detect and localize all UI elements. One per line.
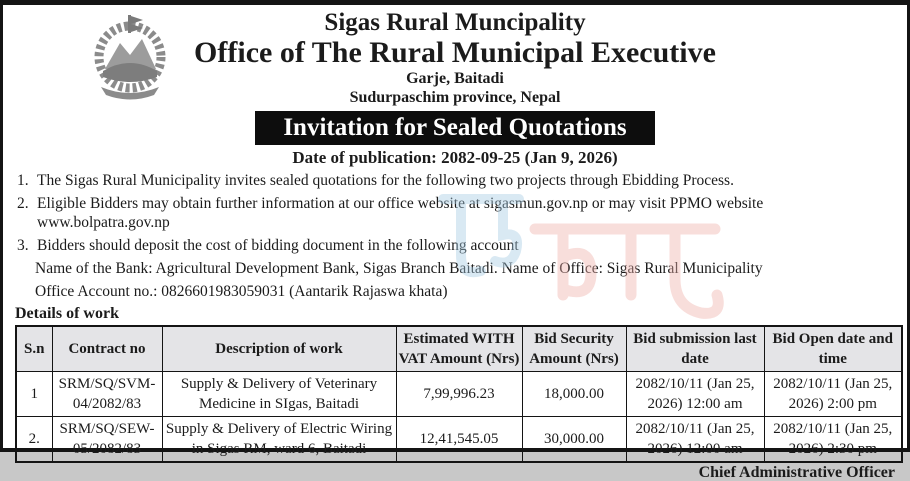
bank-detail-line: Name of the Bank: Agricultural Development Bank, Sigas Branch Baitadi. Name of Office: Sigas Rural Municipality xyxy=(35,260,763,277)
letterhead xyxy=(3,5,907,107)
cell-submission-date: 2082/10/11 (Jan 25, 2026) 12:00 am xyxy=(626,372,764,417)
column-header-estimated-amount: Estimated WITH VAT Amount (Nrs) xyxy=(396,326,522,372)
notice-title: Invitation for Sealed Quotations xyxy=(283,114,627,141)
column-header-submission-date: Bid submission last date xyxy=(626,326,764,372)
notice-item xyxy=(17,236,899,255)
notice-item-text: Bidders should deposit the cost of bidding document in the following account xyxy=(37,237,519,254)
cell-sn: 1 xyxy=(16,372,52,417)
notice-notes xyxy=(17,171,899,255)
notice-item-number: 3. xyxy=(17,237,29,254)
publication-date xyxy=(3,149,907,167)
notice-item xyxy=(17,171,899,190)
cell-open-date: 2082/10/11 (Jan 25, 2026) 2:00 pm xyxy=(764,372,902,417)
office-name: Office of The Rural Municipal Executive xyxy=(194,36,716,69)
cell-description: Supply & Delivery of Veterinary Medicine in SIgas, Baitadi xyxy=(162,372,396,417)
signatory-title: Chief Administrative Officer xyxy=(698,464,895,481)
notice-item-text: Eligible Bidders may obtain further information at our office website at sigasmun.gov.np or may visit PPMO website www.bolpatra.gov.np xyxy=(37,195,764,231)
cell-estimated-amount: 12,41,545.05 xyxy=(396,417,522,463)
table-header-row xyxy=(16,326,902,372)
nepal-emblem-icon xyxy=(91,11,169,103)
address-district: Garje, Baitadi xyxy=(406,70,504,87)
notice-item-text: The Sigas Rural Municipality invites sealed quotations for the following two projects through Ebidding Process. xyxy=(37,172,734,189)
notice-item-number: 2. xyxy=(17,195,29,212)
cell-description: Supply & Delivery of Electric Wiring in Sigas RM, ward 6, Baitadi xyxy=(162,417,396,463)
publication-date-label: Date of publication: xyxy=(292,148,437,167)
cell-sn: 2. xyxy=(16,417,52,463)
publication-date-value: 2082-09-25 (Jan 9, 2026) xyxy=(441,148,618,167)
column-header-description: Description of work xyxy=(162,326,396,372)
notice-item-number: 1. xyxy=(17,172,29,189)
work-details-table xyxy=(15,325,903,463)
address-province: Sudurpaschim province, Nepal xyxy=(349,89,561,106)
cell-bid-security: 30,000.00 xyxy=(522,417,626,463)
column-header-open-date: Bid Open date and time xyxy=(764,326,902,372)
notice-item xyxy=(17,194,899,232)
column-header-contract-no: Contract no xyxy=(52,326,162,372)
notice-title-banner xyxy=(255,111,655,145)
cell-open-date: 2082/10/11 (Jan 25, 2026) 2:30 pm xyxy=(764,417,902,463)
cell-submission-date: 2082/10/11 (Jan 25, 2026) 12:00 am xyxy=(626,417,764,463)
cell-bid-security: 18,000.00 xyxy=(522,372,626,417)
column-header-sn: S.n xyxy=(16,326,52,372)
cell-contract-no: SRM/SQ/SEW-05/2082/83 xyxy=(52,417,162,463)
org-name: Sigas Rural Muncipality xyxy=(324,9,586,36)
work-row xyxy=(16,417,902,463)
work-row xyxy=(16,372,902,417)
cell-estimated-amount: 7,99,996.23 xyxy=(396,372,522,417)
column-header-bid-security: Bid Security Amount (Nrs) xyxy=(522,326,626,372)
cell-contract-no: SRM/SQ/SVM-04/2082/83 xyxy=(52,372,162,417)
details-of-work-heading: Details of work xyxy=(15,305,119,322)
account-detail-line: Office Account no.: 0826601983059031 (Aantarik Rajaswa khata) xyxy=(35,283,448,300)
